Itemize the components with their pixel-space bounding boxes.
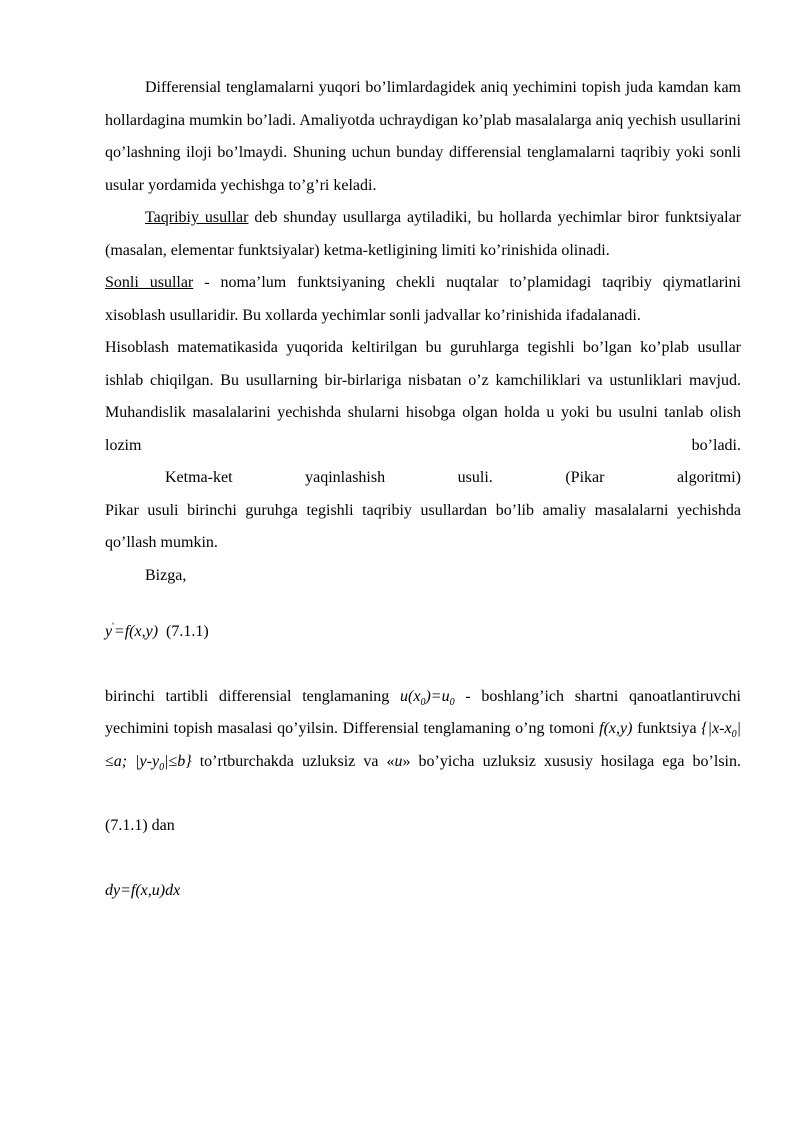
spacer <box>105 649 741 681</box>
section-heading-picard <box>105 462 741 495</box>
subscript: 0 <box>159 761 165 773</box>
text-run: birinchi tartibli differensial tenglamaning <box>105 687 401 705</box>
equation-7-1-1 <box>105 616 741 649</box>
approximate-methods-definition: deb shunday usullarga aytiladiki, bu hollarda yechimlar biror funktsiyalar (masalan, elementar funktsiyalar) ketma-ketligining limiti ko’rinishida olinadi. <box>105 209 741 259</box>
text-run: {|x-x <box>701 720 732 737</box>
term-numerical-methods: Sonli usullar <box>105 274 194 291</box>
paragraph-numerical-methods <box>105 267 741 332</box>
subscript: 0 <box>420 696 426 708</box>
initial-condition <box>400 687 455 708</box>
paragraph-picard-intro: Pikar usuli birinchi guruhga tegishli taqribiy usullardan bo’lib amaliy masalalarni yechishda qo’llash mumkin. <box>105 501 741 551</box>
heading-word: usuli. <box>457 469 493 486</box>
term-approximate-methods: Taqribiy usullar <box>145 209 249 226</box>
text-run: |≤a; |y-y <box>105 720 742 770</box>
paragraph-approximate-methods <box>105 202 741 267</box>
eq-prime: ' <box>112 621 114 633</box>
heading-word: (Pikar <box>565 469 605 486</box>
paragraph-intro: Differensial tenglamalarni yuqori bo’limlardagidek aniq yechimini topish juda kamdan kam hollardagina mumkin bo’ladi. Amaliyotda uchraydigan ko’plab masalalarga aniq yechish usullarini qo’lashning iloji bo’lmaydi. Shuning uchun bunday differensial tenglamalarni taqribiy yoki sonli usular yordamida yechishga to’g’ri keladi. <box>105 79 741 194</box>
text-run: » bo’yicha uzluksiz xususiy hosilaga ega bo’lsin. <box>402 752 741 770</box>
text-run: )=u <box>425 687 450 705</box>
function-f: f(x,y) <box>599 720 633 737</box>
variable-u: u <box>394 752 403 770</box>
text-run: u(x <box>400 687 421 705</box>
numerical-methods-definition: - noma’lum funktsiyaning chekli nuqtalar to’plamidagi taqribiy qiymatlarini xisoblash usullaridir. Bu xollarda yechimlar sonli jadvallar ko’rinishida ifadalanadi. <box>105 274 741 324</box>
paragraph-given: Bizga, <box>145 566 187 584</box>
document-page <box>105 72 741 907</box>
spacer <box>105 778 741 810</box>
text-run: funktsiya <box>632 720 702 737</box>
eq-lhs: y <box>105 623 113 640</box>
paragraph-from-equation: (7.1.1) dan <box>105 817 175 834</box>
heading-word: yaqinlashish <box>305 469 386 486</box>
heading-word: Ketma-ket <box>165 469 233 486</box>
spacer <box>105 843 741 875</box>
spacer <box>105 592 741 616</box>
paragraph-problem-statement <box>105 681 741 779</box>
text-run: - boshlang’ich shartni qanoatlantiruvchi yechimini topish masalasi qo’yilsin. Differensial tenglamaning o’ng tomoni <box>105 687 741 737</box>
equation-differential-form: dy=f(x,u)dx <box>105 881 181 899</box>
text-run: |≤b} <box>164 752 192 770</box>
subscript: 0 <box>449 696 455 708</box>
heading-word: algoritmi) <box>677 469 741 486</box>
eq-rhs: =f(x,y) <box>113 623 159 640</box>
text-run: to’rtburchakda uzluksiz va « <box>191 752 395 770</box>
subscript: 0 <box>731 729 737 741</box>
paragraph-computational-math: Hisoblash matematikasida yuqorida keltirilgan bu guruhlarga tegishli bo’lgan ko’plab usullar ishlab chiqilgan. Bu usullarning bir-birlariga nisbatan o’z kamchiliklari va ustunliklari mavjud. Muhandislik masalalarini yechishda shularni hisobga olgan holda u yoki bu usulni tanlab olish lozim bo’ladi. <box>105 339 741 454</box>
eq-number: (7.1.1) <box>166 623 209 640</box>
